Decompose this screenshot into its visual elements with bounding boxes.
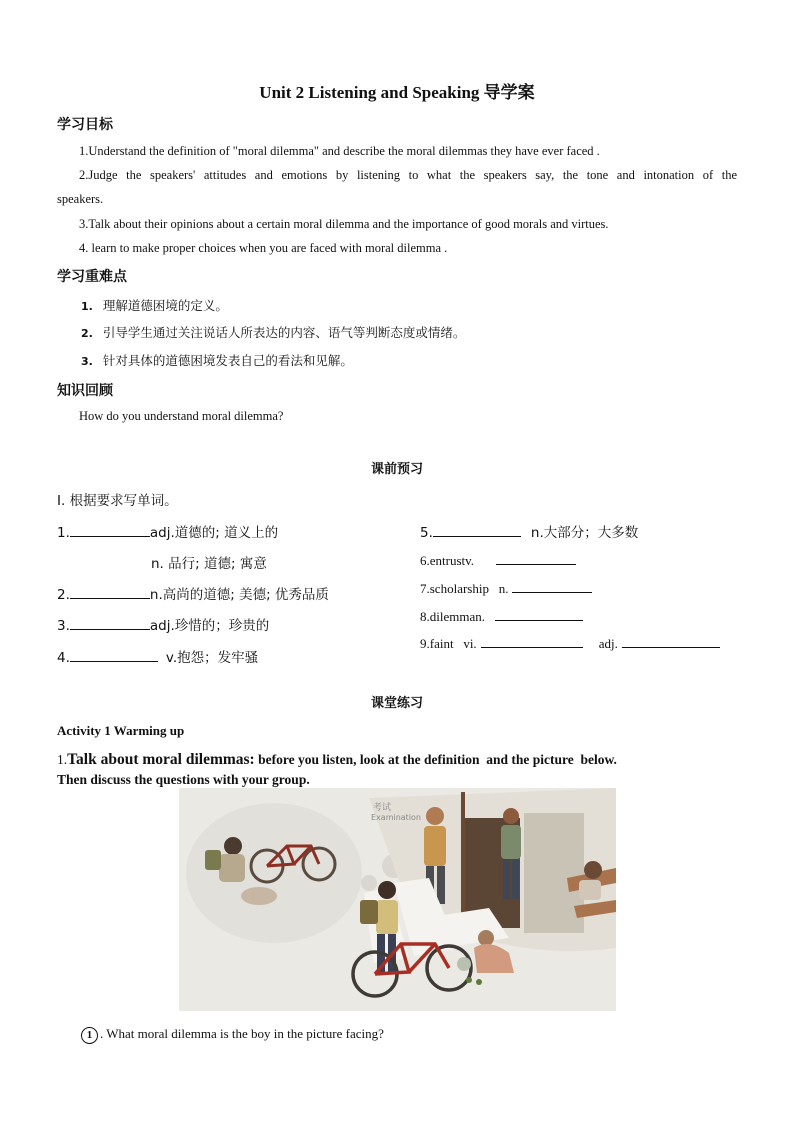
answer-blank[interactable] xyxy=(622,635,720,648)
sign-cn: 考试 xyxy=(373,803,392,813)
key-point-3 xyxy=(81,351,353,369)
vocab-number: 1. xyxy=(57,525,70,541)
vocab-meaning: n.高尚的道德; 美德; 优秀品质 xyxy=(149,587,329,603)
vocab-number: 6. xyxy=(420,553,430,568)
vocab-meaning: n. 品行; 道德; 寓意 xyxy=(151,556,267,572)
answer-blank[interactable] xyxy=(495,608,583,621)
sign-en: Examination xyxy=(371,813,422,822)
key-point-number: 1. xyxy=(81,300,93,313)
answer-blank[interactable] xyxy=(70,649,158,662)
vocab-number: 4. xyxy=(57,650,70,666)
vocab-meaning: n.大部分；大多数 xyxy=(530,525,639,541)
vocab-item-1 xyxy=(57,521,278,541)
objective-3: 3.Talk about their opinions about a certain moral dilemma and the importance of good morals and virtues. xyxy=(79,217,609,231)
vocab-number: 9. xyxy=(420,636,430,651)
vocab-meaning: adj.珍惜的；珍贵的 xyxy=(149,618,270,634)
vocab-number: 7. xyxy=(420,581,430,596)
answer-blank[interactable] xyxy=(70,586,150,599)
vocab-number: 2. xyxy=(57,587,70,603)
key-point-text: 理解道德困境的定义。 xyxy=(102,298,228,313)
question-text: . What moral dilemma is the boy in the picture facing? xyxy=(100,1026,384,1041)
key-point-text: 引导学生通过关注说话人所表达的内容、语气等判断态度或情绪。 xyxy=(102,325,466,340)
document-title: Unit 2 Listening and Speaking 导学案 xyxy=(259,83,535,102)
vocab-word: dilemman. xyxy=(429,609,485,624)
objective-2-line2: speakers. xyxy=(57,192,104,206)
key-point-number: 2. xyxy=(81,327,93,340)
task-topic: Talk about moral dilemmas: xyxy=(67,751,255,768)
vocab-item-7 xyxy=(420,580,592,597)
review-heading: 知识回顾 xyxy=(57,383,113,399)
preview-instruction: I. 根据要求写单词。 xyxy=(57,493,178,509)
answer-blank[interactable] xyxy=(70,617,150,630)
activity-title: Activity 1 Warming up xyxy=(57,723,185,738)
answer-blank[interactable] xyxy=(481,635,583,648)
objective-1: 1.Understand the definition of "moral dilemma" and describe the moral dilemmas they have ever faced . xyxy=(79,144,600,158)
vocab-meaning: adj.道德的; 道义上的 xyxy=(149,525,279,541)
vocab-item-4 xyxy=(57,646,258,666)
answer-blank[interactable] xyxy=(433,524,521,537)
vocab-word: entrustv. xyxy=(429,553,475,568)
vocab-word: faint vi. xyxy=(429,636,477,651)
objective-2-line1: 2.Judge the speakers' attitudes and emotions by listening to what the speakers say, the tone and intonation of the xyxy=(79,168,737,182)
vocab-item-9 xyxy=(420,635,720,652)
review-question: How do you understand moral dilemma? xyxy=(79,409,284,423)
vocab-word: scholarship n. xyxy=(429,581,509,596)
vocab-item-5 xyxy=(420,521,638,541)
key-point-text: 针对具体的道德困境发表自己的看法和见解。 xyxy=(102,353,353,368)
moral-dilemma-illustration xyxy=(179,788,616,1011)
vocab-word-adj: adj. xyxy=(598,636,618,651)
vocab-meaning: v.抱怨；发牢骚 xyxy=(165,650,259,666)
task-instruction: before you listen, look at the definition and the picture below. xyxy=(254,752,617,767)
answer-blank[interactable] xyxy=(70,524,150,537)
question-1 xyxy=(81,1026,384,1044)
vocab-number: 8. xyxy=(420,609,430,624)
practice-heading: 课堂练习 xyxy=(370,696,423,711)
answer-blank[interactable] xyxy=(512,580,592,593)
preview-heading: 课前预习 xyxy=(370,462,423,477)
vocab-number: 5. xyxy=(420,525,433,541)
task-line-1 xyxy=(57,751,735,769)
task-line-2: Then discuss the questions with your group. xyxy=(57,772,310,787)
vocab-item-8 xyxy=(420,608,583,625)
illustration-drawing xyxy=(179,788,616,1011)
key-points-heading: 学习重难点 xyxy=(57,269,127,285)
vocab-item-1b xyxy=(151,552,267,572)
vocab-item-3 xyxy=(57,614,269,634)
vocab-number: 3. xyxy=(57,618,70,634)
vocab-item-6 xyxy=(420,552,576,569)
objective-4: 4. learn to make proper choices when you are faced with moral dilemma . xyxy=(79,241,448,255)
answer-blank[interactable] xyxy=(496,552,576,565)
question-number-circle: 1 xyxy=(81,1027,98,1044)
objectives-heading: 学习目标 xyxy=(57,117,113,133)
key-point-1 xyxy=(81,296,228,314)
vocab-item-2 xyxy=(57,583,329,603)
task-number: 1. xyxy=(57,752,68,767)
key-point-number: 3. xyxy=(81,355,93,368)
key-point-2 xyxy=(81,323,465,341)
